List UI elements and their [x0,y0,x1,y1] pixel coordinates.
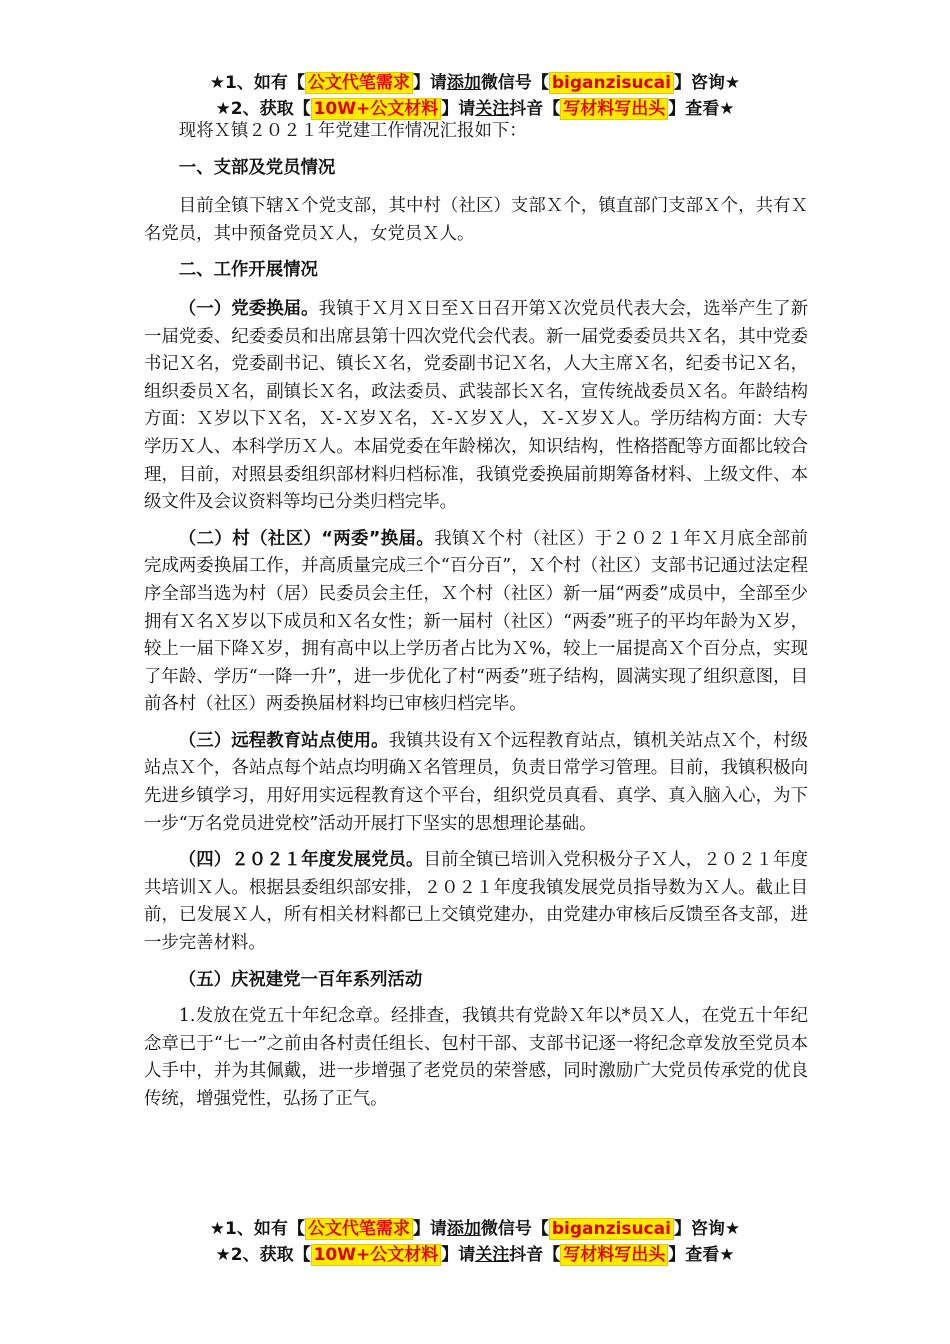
banner-underline-text: 添加 [446,73,481,93]
banner-underline-text: 添加 [446,1219,481,1239]
banner-highlight: 写材料写出头 [560,1244,668,1266]
banner-highlight: biganzisucai [549,1218,674,1240]
subsection-title: （四）２０２１年度发展党员。 [178,850,424,871]
banner-text: 抖音【 [509,99,561,119]
paragraph [144,847,808,957]
paragraph: 1.发放在党五十年纪念章。经排查，我镇共有党龄Ｘ年以*员Ｘ人，在党五十年纪念章已于“七一”之前由各村责任组长、包村干部、支部书记逐一将纪念章发放至党员本人手中，并为其佩戴，进一步增强了老党员的荣誉感，同时激励广大党员传承党的优良传统，增强党性，弘扬了正气。 [144,1006,808,1109]
intro-paragraph: 现将Ｘ镇２０２１年党建工作情况汇报如下： [178,121,527,141]
banner-text: ★2、获取【 [215,99,311,119]
banner-line-1 [0,70,950,96]
banner-text: 抖音【 [509,1245,561,1265]
banner-text: 】咨询★ [673,1219,741,1239]
banner-highlight: 10W+公文材料 [311,1244,442,1266]
banner-text: 】请 [412,1219,447,1239]
paragraph-text: 我镇于Ｘ月Ｘ日至Ｘ日召开第Ｘ次党员代表大会，选举产生了新一届党委、纪委委员和出席县第十四次党代会代表。新一届党委委员共Ｘ名，其中党委书记Ｘ名，党委副书记、镇长Ｘ名，党委副书记Ｘ名，人大主席Ｘ名，纪委书记Ｘ名，组织委员Ｘ名，副镇长Ｘ名，政法委员、武装部长Ｘ名，宣传统战委员Ｘ名。年龄结构方面：Ｘ岁以下Ｘ名，Ｘ-Ｘ岁Ｘ名，Ｘ-Ｘ岁Ｘ人，Ｘ-Ｘ岁Ｘ人。学历结构方面：大专学历Ｘ人、本科学历Ｘ人。本届党委在年龄梯次，知识结构，性格搭配等方面都比较合理，目前，对照县委组织部材料归档标准，我镇党委换届前期筹备材料、上级文件、本级文件及会议资料等均已分类归档完毕。 [144,298,808,513]
banner-highlight: 10W+公文材料 [311,98,442,120]
banner-underline-text: 关注 [475,1245,510,1265]
banner-highlight: 写材料写出头 [560,98,668,120]
banner-text: 】查看★ [668,99,735,119]
paragraph [144,967,808,995]
subsection-title: （三）远程教育站点使用。 [178,730,389,751]
banner-underline-text: 关注 [475,99,510,119]
banner-highlight: biganzisucai [549,72,674,94]
paragraph-text: 我镇Ｘ个村（社区）于２０２１年Ｘ月底全部前完成两委换届工作，并高质量完成三个“百分百”，Ｘ个村（社区）支部书记通过法定程序全部当选为村（居）民委员会主任，Ｘ个村（社区）新一届“两委”成员中，全部至少拥有Ｘ名Ｘ岁以下成员和Ｘ名女性；新一届村（社区）“两委”班子的平均年龄为Ｘ岁，较上一届下降Ｘ岁，拥有高中以上学历者占比为Ｘ%，较上一届提高Ｘ个百分点，实现了年龄、学历“一降一升”，进一步优化了村“两委”班子结构，圆满实现了组织意图，目前各村（社区）两委换届材料均已审核归档完毕。 [144,528,808,715]
subsection-title: （二）村（社区）“两委”换届。 [178,528,435,549]
subsection-title: （五）庆祝建党一百年系列活动 [178,969,423,990]
banner-text: 】请 [441,1245,476,1265]
banner-text: ★2、获取【 [215,1245,311,1265]
banner-text: 】请 [412,73,447,93]
paragraph [144,728,808,838]
paragraph-text: 我镇共设有Ｘ个远程教育站点，镇机关站点Ｘ个，村级站点Ｘ个，各站点每个站点均明确Ｘ名管理员，负责日常学习管理。目前，我镇积极向先进乡镇学习，用好用实远程教育这个平台，组织党员真看、真学、真入脑入心，为下一步“万名党员进党校”活动开展打下坚实的思想理论基础。 [144,730,808,834]
banner-text: ★1、如有【 [209,73,305,93]
document-body [144,118,808,1123]
section-heading: 一、支部及党员情况 [178,157,336,178]
banner-text: 】查看★ [668,1245,735,1265]
banner-text: 微信号【 [480,1219,549,1239]
section-heading: 二、工作开展情况 [178,260,318,281]
subsection-title: （一）党委换届。 [178,298,319,319]
banner-highlight: 公文代笔需求 [305,1218,413,1240]
banner-text: 】请 [441,99,476,119]
banner-text: 】咨询★ [673,73,741,93]
banner-line-1 [0,1216,950,1242]
paragraph [144,296,808,517]
banner-highlight: 公文代笔需求 [305,72,413,94]
banner-text: ★1、如有【 [209,1219,305,1239]
paragraph: 目前全镇下辖Ｘ个党支部，其中村（社区）支部Ｘ个，镇直部门支部Ｘ个，共有Ｘ名党员，其中预备党员Ｘ人，女党员Ｘ人。 [144,196,808,244]
paragraph [144,526,808,719]
banner-line-2 [0,1242,950,1268]
bottom-banner [0,1216,950,1268]
paragraph-text: 目前全镇已培训入党积极分子Ｘ人，２０２１年度共培训Ｘ人。根据县委组织部安排，２０２１年度我镇发展党员指导数为Ｘ人。截止目前，已发展Ｘ人，所有相关材料都已上交镇党建办，由党建办审核后反馈至各支部，进一步完善材料。 [144,850,808,954]
banner-text: 微信号【 [480,73,549,93]
top-banner [0,70,950,122]
